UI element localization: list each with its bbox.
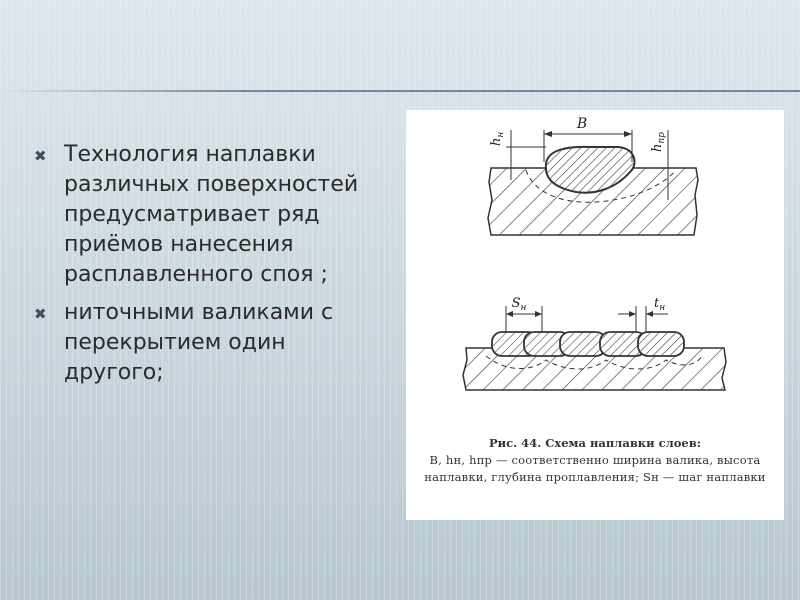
bullet-list (32, 140, 382, 396)
arrow-icon (624, 131, 632, 137)
welding-diagram-figure (406, 110, 784, 520)
header-divider (0, 90, 800, 92)
label-s-n: $S_н$ (511, 296, 527, 313)
bullet-item (32, 298, 382, 388)
cross-bullet-icon: ✖ (34, 305, 47, 323)
arrow-icon (506, 311, 513, 317)
weld-beads-bottom (492, 332, 684, 356)
figure-caption (406, 435, 784, 486)
label-b: B (576, 116, 588, 132)
bullet-item (32, 140, 382, 290)
bullet-text: Технология наплавки различных поверхностей предусматривает ряд приёмов нанесения расплавленного споя ; (64, 142, 359, 287)
bullet-text: ниточными валиками с перекрытием один другого; (64, 300, 334, 385)
arrow-icon (646, 311, 653, 317)
label-h-n: $h_н$ (489, 131, 506, 146)
welding-diagram (406, 110, 784, 430)
caption-body: B, hн, hпр — соответственно ширина валика, высота наплавки, глубина проплавления; Sн — шаг наплавки (424, 453, 766, 484)
cross-bullet-icon: ✖ (34, 147, 47, 165)
label-t-n: $t_н$ (654, 296, 666, 313)
caption-title: Рис. 44. Схема наплавки слоев: (489, 436, 701, 450)
label-h-pr: $h_{пр}$ (650, 132, 667, 152)
arrow-icon (629, 311, 636, 317)
arrow-icon (544, 131, 552, 137)
arrow-icon (535, 311, 542, 317)
